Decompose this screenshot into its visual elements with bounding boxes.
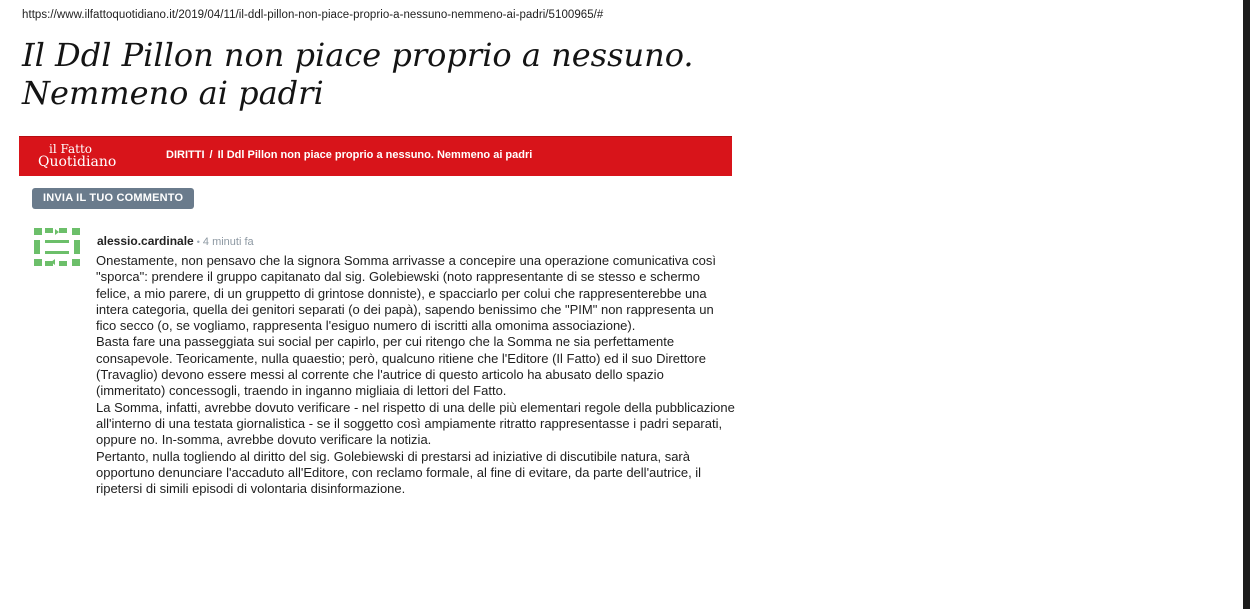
comment-meta — [97, 234, 254, 248]
comment-timestamp[interactable]: 4 minuti fa — [202, 236, 254, 248]
meta-separator: • — [196, 237, 200, 247]
breadcrumb — [166, 149, 532, 161]
breadcrumb-section[interactable]: DIRITTI — [166, 149, 205, 161]
comment-paragraph: Basta fare una passeggiata sui social per capirlo, per cui ritengo che la Somma ne sia perfettamente consapevole. Teoricamente, nulla quaestio; però, qualcuno ritiene che l'Editore (Il Fatto) ed il suo Direttore (Travaglio) devono essere messi al corrente che l'autrice di questo articolo ha abusato dello spazio (immeritato) concessogli, traendo in inganno migliaia di lettori del Fatto. — [96, 334, 706, 399]
comment-author[interactable]: alessio.cardinale — [97, 234, 194, 248]
breadcrumb-separator: / — [209, 149, 213, 161]
page-url: https://www.ilfattoquotidiano.it/2019/04/11/il-ddl-pillon-non-piace-proprio-a-nessuno-nemmeno-ai-padri/5100965/# — [22, 9, 604, 21]
page-title-line-2: Nemmeno ai padri — [22, 74, 324, 112]
page-title — [22, 36, 922, 112]
submit-comment-button[interactable]: INVIA IL TUO COMMENTO — [32, 188, 194, 209]
right-border — [1243, 0, 1250, 609]
user-avatar-icon — [31, 226, 83, 268]
comment-paragraph: La Somma, infatti, avrebbe dovuto verificare - nel rispetto di una delle più elementari regole della pubblicazione all'interno di una testata giornalistica - se il soggetto così ampiamente ritratto rappresentasse i padri separati, oppure no. In-somma, avrebbe dovuto verificare la notizia. — [96, 399, 735, 448]
logo-line-2: Quotidiano — [38, 154, 117, 170]
comment-body — [96, 253, 736, 497]
comment-paragraph: Pertanto, nulla togliendo al diritto del sig. Golebiewski di prestarsi ad iniziative di discutibile natura, sarà opportuno denunciare l'accaduto all'Editore, con reclamo formale, al fine di evitare, da parte dell'autrice, il ripetersi di simili episodi di volontaria disinformazione. — [96, 448, 702, 497]
page-title-line-1: Il Ddl Pillon non piace proprio a nessuno. — [22, 36, 694, 74]
comment-paragraph: Onestamente, non pensavo che la signora Somma arrivasse a concepire una operazione comunicativa così "sporca": prendere il gruppo capitanato dal sig. Golebiewski (noto rappresentante di se stesso e schermo felice, a mio parere, di un gruppetto di grintose donniste), e spacciarlo per colui che rappresenterebbe una intera categoria, quella dei genitori separati (o dei papà), sapendo benissimo che "PIM" non rappresenta un fico secco (o, se vogliamo, rappresenta l'esiguo numero di iscritti alla omonima associazione). — [96, 253, 717, 334]
site-logo[interactable] — [38, 142, 150, 172]
breadcrumb-title: Il Ddl Pillon non piace proprio a nessuno. Nemmeno ai padri — [217, 149, 533, 161]
site-banner — [19, 136, 732, 176]
logo-line-1: il Fatto — [49, 142, 93, 156]
